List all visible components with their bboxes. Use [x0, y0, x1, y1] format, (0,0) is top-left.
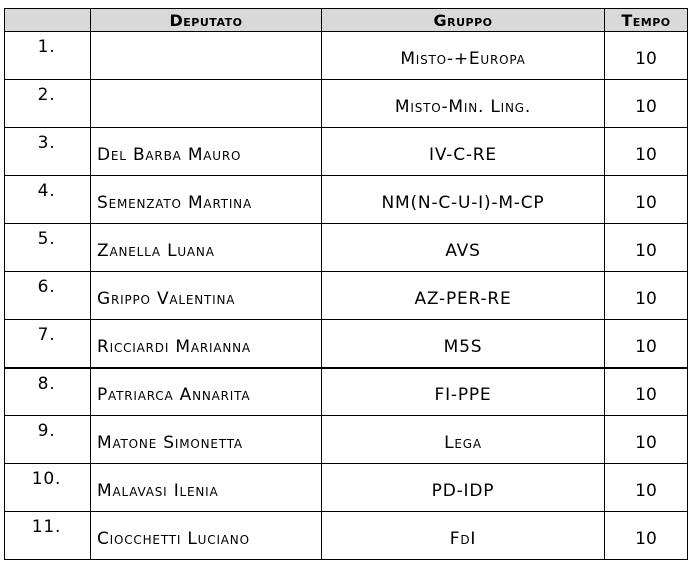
row-tempo: 10: [605, 272, 688, 320]
row-number: 3.: [5, 128, 91, 176]
row-deputato: Ciocchetti Luciano: [91, 512, 322, 560]
row-gruppo: Misto-Min. Ling.: [322, 80, 605, 128]
table-row: [5, 320, 688, 368]
row-number: 11.: [5, 512, 91, 560]
row-number: 4.: [5, 176, 91, 224]
row-gruppo: NM(N-C-U-I)-M-CP: [322, 176, 605, 224]
row-gruppo: AZ-PER-RE: [322, 272, 605, 320]
row-tempo: 10: [605, 320, 688, 368]
header-tempo: Tempo: [605, 9, 688, 32]
row-deputato: Del Barba Mauro: [91, 128, 322, 176]
table-row: [5, 464, 688, 512]
row-gruppo: FI-PPE: [322, 368, 605, 416]
row-number: 6.: [5, 272, 91, 320]
row-tempo: 10: [605, 512, 688, 560]
row-tempo: 10: [605, 176, 688, 224]
row-number: 5.: [5, 224, 91, 272]
row-deputato: Malavasi Ilenia: [91, 464, 322, 512]
row-tempo: 10: [605, 224, 688, 272]
row-deputato: [91, 32, 322, 80]
table-row: [5, 272, 688, 320]
header-gruppo: Gruppo: [322, 9, 605, 32]
row-deputato: Ricciardi Marianna: [91, 320, 322, 368]
row-deputato: Patriarca Annarita: [91, 368, 322, 416]
table-row: [5, 512, 688, 560]
row-deputato: Zanella Luana: [91, 224, 322, 272]
row-deputato: Matone Simonetta: [91, 416, 322, 464]
row-gruppo: IV-C-RE: [322, 128, 605, 176]
row-tempo: 10: [605, 80, 688, 128]
table-row: [5, 224, 688, 272]
table-row: [5, 80, 688, 128]
row-gruppo: M5S: [322, 320, 605, 368]
speakers-table-container: [4, 8, 688, 560]
table-row: [5, 176, 688, 224]
row-number: 1.: [5, 32, 91, 80]
row-number: 9.: [5, 416, 91, 464]
row-gruppo: PD-IDP: [322, 464, 605, 512]
row-number: 8.: [5, 368, 91, 416]
table-row: [5, 416, 688, 464]
table-header-row: [5, 9, 688, 32]
row-tempo: 10: [605, 368, 688, 416]
row-deputato: Grippo Valentina: [91, 272, 322, 320]
row-deputato: Semenzato Martina: [91, 176, 322, 224]
row-tempo: 10: [605, 32, 688, 80]
header-number: [5, 9, 91, 32]
row-deputato: [91, 80, 322, 128]
row-gruppo: Lega: [322, 416, 605, 464]
row-gruppo: AVS: [322, 224, 605, 272]
table-row: [5, 128, 688, 176]
speakers-table: [4, 8, 688, 560]
row-gruppo: FdI: [322, 512, 605, 560]
table-row: [5, 368, 688, 416]
header-deputato: Deputato: [91, 9, 322, 32]
row-number: 10.: [5, 464, 91, 512]
table-row: [5, 32, 688, 80]
row-tempo: 10: [605, 464, 688, 512]
row-gruppo: Misto-+Europa: [322, 32, 605, 80]
row-tempo: 10: [605, 128, 688, 176]
row-tempo: 10: [605, 416, 688, 464]
row-number: 2.: [5, 80, 91, 128]
row-number: 7.: [5, 320, 91, 368]
